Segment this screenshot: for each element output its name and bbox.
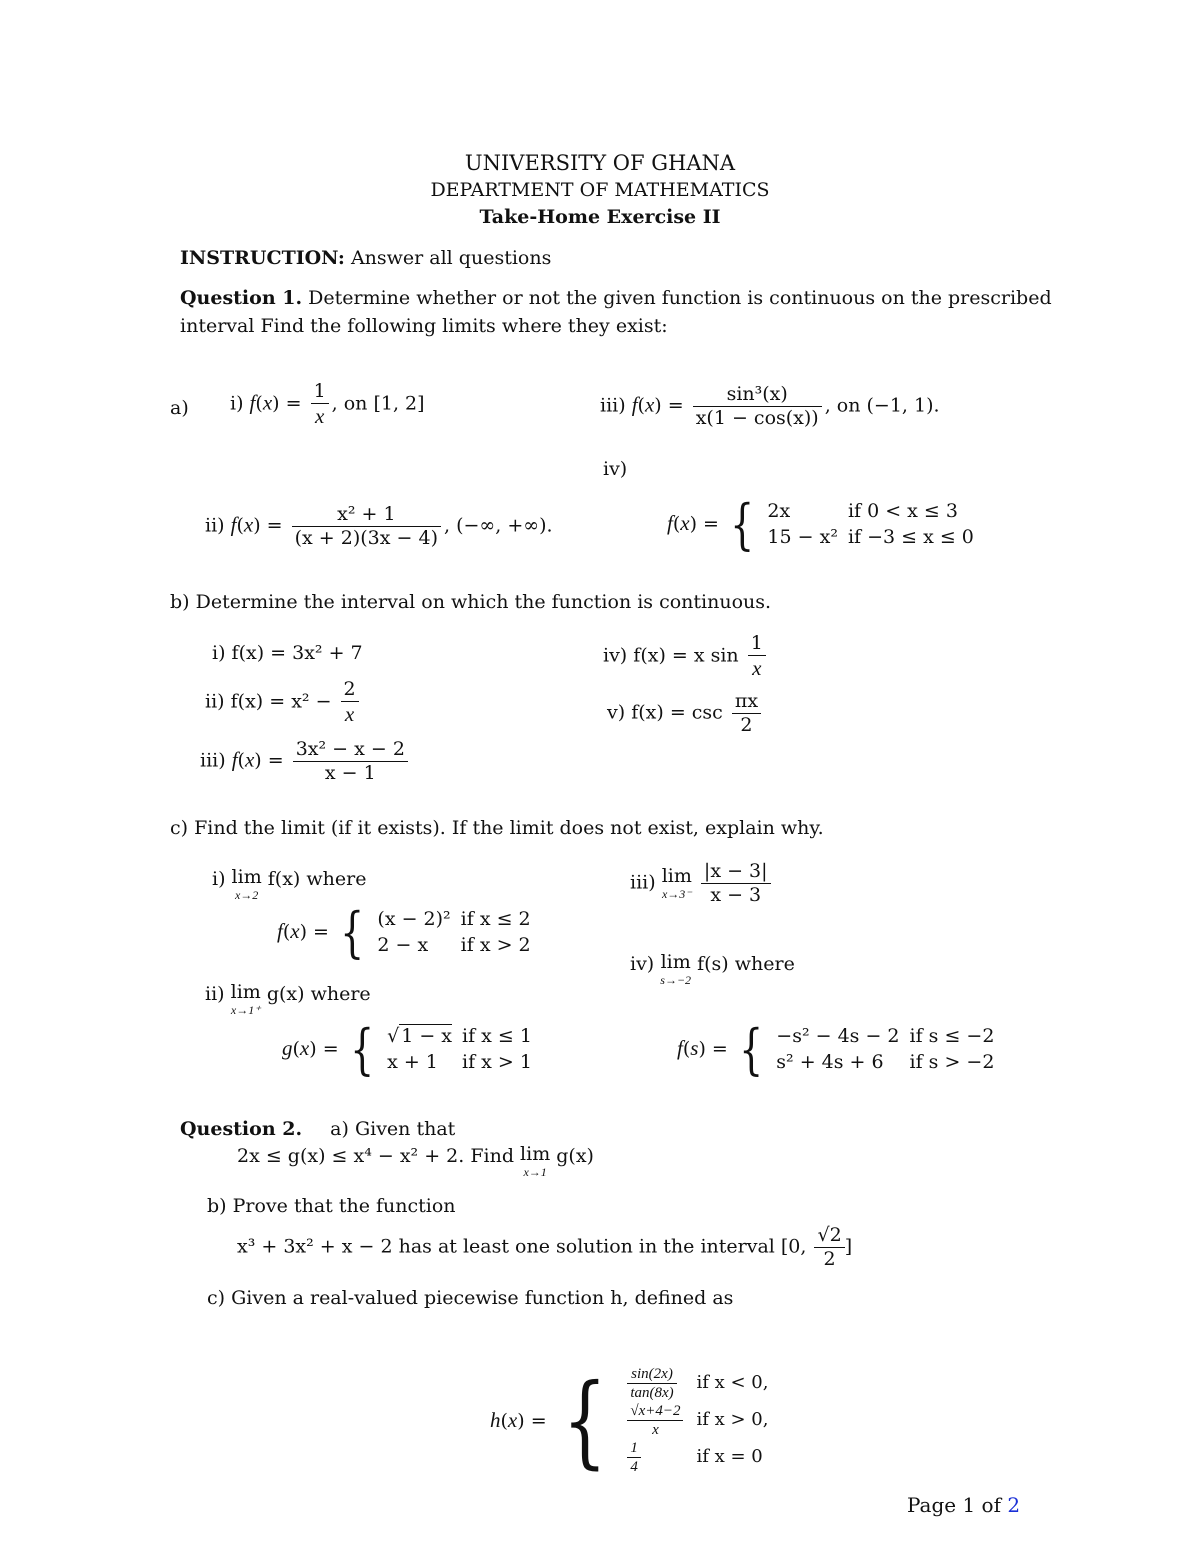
part-c: [170, 817, 824, 839]
page-total-link[interactable]: 2: [1007, 1493, 1021, 1517]
q2-c: c) Given a real-valued piecewise function h, defined as: [207, 1287, 734, 1309]
a-ii-label: ii): [205, 514, 225, 537]
part-b-tag: b): [170, 591, 190, 613]
q2-b-equation: x³ + 3x² + x − 2 has at least one solution in the interval [0, $\frac{√2}{2}$ ]: [237, 1224, 853, 1270]
b-ii: ii) f(x) = x² − $\frac{2}{x}$: [205, 678, 362, 727]
department-title: DEPARTMENT OF MATHEMATICS: [430, 179, 770, 201]
b-iii: iii) f(x) = $\frac{\text{3x² − x − 2}}{x - 1}$: [200, 738, 411, 785]
part-a-tag: a): [170, 397, 189, 419]
q2-intro: Question 2. a) Given that: [180, 1118, 456, 1140]
b-v: v) f(x) = csc $\frac{\pi x}{2}$: [607, 690, 764, 737]
a-iii-fraction: $\frac{\text{sin³(x)}}{x(1 - \cos(x))}$: [693, 383, 822, 430]
instruction-label: INSTRUCTION:: [180, 247, 345, 269]
a-ii-interval: , (−∞, +∞).: [444, 514, 553, 537]
a-iv-label: iv): [603, 458, 628, 480]
q2-b: b) Prove that the function: [207, 1195, 456, 1217]
a-i-label: i): [230, 392, 244, 415]
part-c-text: Find the limit (if it exists). If the limit does not exist, explain why.: [194, 817, 824, 839]
c-iv: iv) lim s→−2 f(s) where: [630, 951, 795, 987]
h-piecewise: h(x) = { $\frac{\sin(2x)}{\tan(8x)}$ if x < 0, $\frac{√x+4-2}{x}$ if x > 0, $\frac{1}{4}$ if x = 0: [490, 1361, 769, 1479]
a-iii: iii) f(x) = $\frac{\text{sin³(x)}}{x(1 - \cos(x))}$ , on (−1, 1).: [600, 383, 940, 429]
c-ii: ii) lim x→1⁺ g(x) where: [205, 981, 371, 1017]
q2-a-inequality: 2x ≤ g(x) ≤ x⁴ − x² + 2. Find lim x→1 g(x): [237, 1143, 594, 1179]
q1-text-line1: Determine whether or not the given function is continuous on the prescribed: [308, 287, 1052, 309]
b-iii-fraction: $\frac{\text{3x² − x − 2}}{x - 1}$: [293, 738, 408, 785]
c-iii: iii) lim x→3⁻ $\frac{|x - 3|}{x - 3}$: [630, 860, 774, 907]
a-iv-piecewise: f(x) = { 2x if 0 < x ≤ 3 15 − x² if −3 ≤ x ≤ 0: [667, 493, 974, 556]
q1-intro: [180, 287, 1052, 309]
part-b-text: Determine the interval on which the function is continuous.: [195, 591, 772, 613]
a-ii: ii) f(x) = $\frac{\text{x² + 1}}{(x + 2)(3x - 4)}$ , (−∞, +∞).: [205, 503, 553, 549]
c-i-piecewise: f(x) = { (x − 2)² if x ≤ 2 2 − x if x > 2: [277, 901, 531, 964]
university-title: UNIVERSITY OF GHANA: [464, 151, 736, 175]
b-iv: iv) f(x) = x sin $\frac{1}{x}$: [603, 632, 769, 681]
q2-label: Question 2.: [180, 1118, 303, 1140]
part-c-tag: c): [170, 817, 189, 839]
c-i: i) lim x→2 f(x) where: [212, 866, 367, 902]
instruction: [180, 247, 551, 269]
q1-text-line2: interval Find the following limits where they exist:: [180, 315, 668, 337]
a-iii-interval: , on (−1, 1).: [824, 394, 940, 417]
a-ii-fraction: $\frac{\text{x² + 1}}{(x + 2)(3x - 4)}$: [292, 503, 441, 550]
a-i-interval: , on [1, 2]: [331, 392, 425, 415]
a-iii-label: iii): [600, 394, 626, 417]
instruction-text: Answer all questions: [350, 247, 552, 269]
page-number: Page 1 of 2: [907, 1493, 1021, 1517]
c-ii-piecewise: g(x) = { √ 1 − x if x ≤ 1 x + 1 if x > 1: [282, 1018, 532, 1081]
a-i-fraction: $\frac{1}{x}$: [311, 380, 329, 429]
part-b: [170, 591, 771, 613]
b-i: i) f(x) = 3x² + 7: [212, 642, 363, 664]
a-i: i) f(x) = $\frac{1}{x}$ , on [1, 2]: [230, 380, 425, 428]
exercise-title: Take-Home Exercise II: [479, 206, 721, 228]
c-iv-piecewise: f(s) = { −s² − 4s − 2 if s ≤ −2 s² + 4s + 6 if s > −2: [677, 1018, 995, 1081]
q1-label: Question 1.: [180, 287, 303, 309]
